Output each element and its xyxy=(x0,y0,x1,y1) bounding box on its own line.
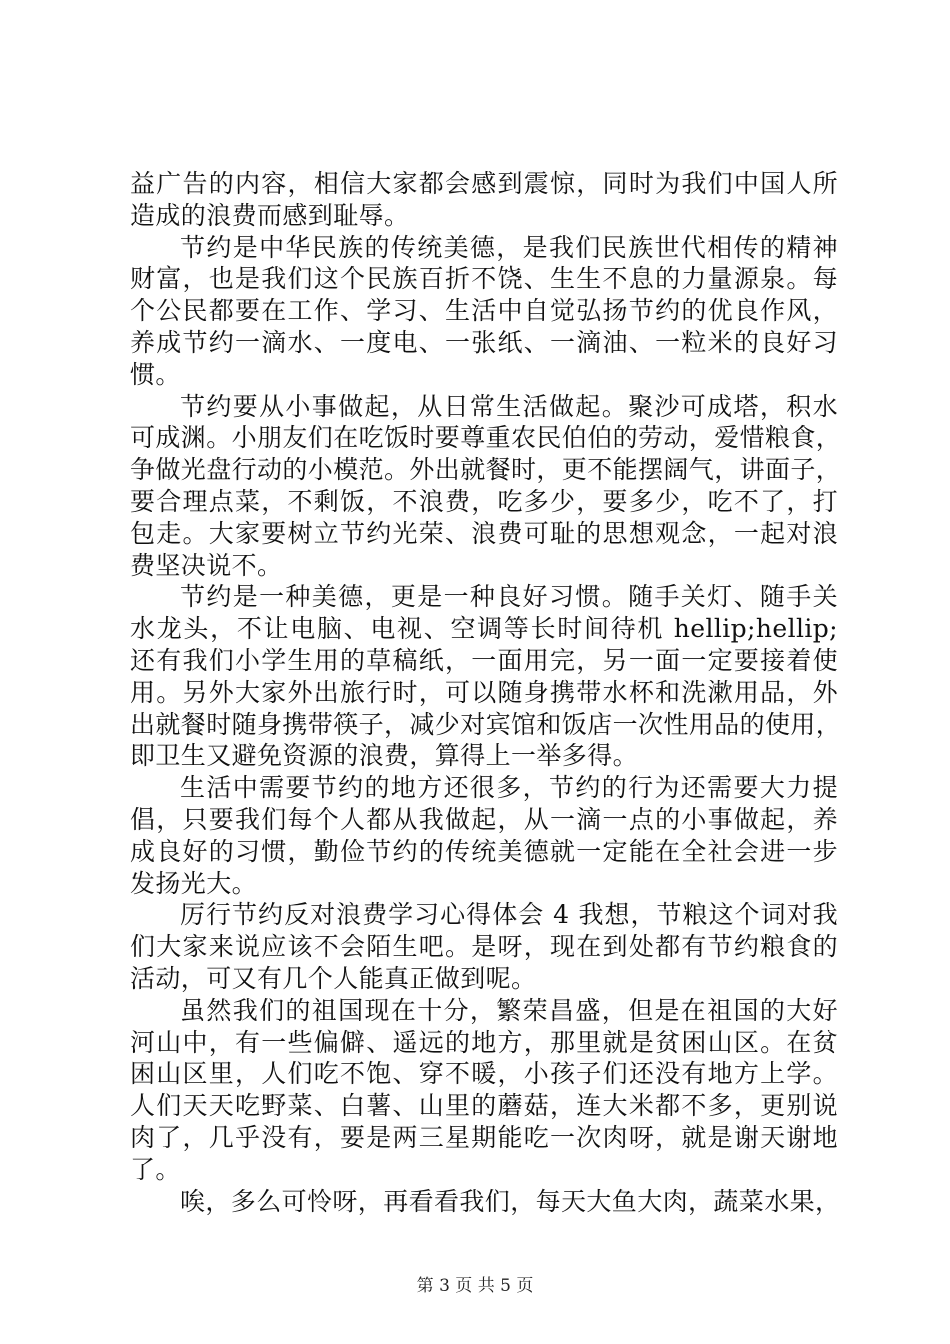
text-line: 个公民都要在工作、学习、生活中自觉弘扬节约的优良作风， xyxy=(130,296,838,326)
text-line: 用。另外大家外出旅行时，可以随身携带水杯和洗漱用品，外 xyxy=(130,677,838,707)
text-line: 发扬光大。 xyxy=(130,868,258,898)
text-line: 河山中，有一些偏僻、遥远的地方，那里就是贫困山区。在贫 xyxy=(130,1027,838,1057)
text-line: 唉，多么可怜呀，再看看我们，每天大鱼大肉，蔬菜水果， xyxy=(180,1186,841,1216)
text-line: 节约要从小事做起，从日常生活做起。聚沙可成塔，积水 xyxy=(180,391,838,421)
text-line: 们大家来说应该不会陌生吧。是呀，现在到处都有节约粮食的 xyxy=(130,932,838,962)
text-line: 益广告的内容，相信大家都会感到震惊，同时为我们中国人所 xyxy=(130,169,838,198)
text-line: 出就餐时随身携带筷子，减少对宾馆和饭店一次性用品的使用， xyxy=(130,709,842,739)
text-line: 包走。大家要树立节约光荣、浪费可耻的思想观念，一起对浪 xyxy=(130,518,838,548)
text-line: 要合理点菜，不剩饭，不浪费，吃多少，要多少，吃不了，打 xyxy=(130,486,838,516)
text-line: 倡，只要我们每个人都从我做起，从一滴一点的小事做起，养 xyxy=(130,804,838,834)
text-line: 节约是中华民族的传统美德，是我们民族世代相传的精神 xyxy=(180,232,838,262)
page-number: 第 3 页 共 5 页 xyxy=(416,1276,534,1296)
text-line: 肉了，几乎没有，要是两三星期能吃一次肉呀，就是谢天谢地 xyxy=(130,1122,838,1152)
text-line: 可成渊。小朋友们在吃饭时要尊重农民伯伯的劳动，爱惜粮食， xyxy=(130,423,842,453)
text-line: 还有我们小学生用的草稿纸，一面用完，另一面一定要接着使 xyxy=(130,645,838,675)
text-line: 即卫生又避免资源的浪费，算得上一举多得。 xyxy=(130,741,639,771)
text-line: 困山区里，人们吃不饱、穿不暖，小孩子们还没有地方上学。 xyxy=(130,1059,838,1089)
text-line: 厉行节约反对浪费学习心得体会 4 我想，节粮这个词对我 xyxy=(180,900,838,930)
text-line: 虽然我们的祖国现在十分，繁荣昌盛，但是在祖国的大好 xyxy=(180,995,838,1025)
text-line: 节约是一种美德，更是一种良好习惯。随手关灯、随手关 xyxy=(180,582,838,612)
text-line: 养成节约一滴水、一度电、一张纸、一滴油、一粒米的良好习 xyxy=(130,327,838,357)
text-line: 活动，可又有几个人能真正做到呢。 xyxy=(130,963,537,993)
text-line: 水龙头，不让电脑、电视、空调等长时间待机 hellip;hellip; xyxy=(130,614,838,644)
text-line: 财富，也是我们这个民族百折不饶、生生不息的力量源泉。每 xyxy=(130,264,838,294)
text-line: 了。 xyxy=(130,1154,181,1184)
text-line: 争做光盘行动的小模范。外出就餐时，更不能摆阔气，讲面子， xyxy=(130,455,842,485)
text-line: 人们天天吃野菜、白薯、山里的蘑菇，连大米都不多，更别说 xyxy=(130,1091,838,1121)
text-line: 生活中需要节约的地方还很多，节约的行为还需要大力提 xyxy=(180,773,838,803)
text-line: 造成的浪费而感到耻辱。 xyxy=(130,200,410,230)
text-line: 惯。 xyxy=(130,359,181,389)
document-body xyxy=(130,168,842,1217)
text-line: 成良好的习惯，勤俭节约的传统美德就一定能在全社会进一步 xyxy=(130,836,838,866)
page-footer xyxy=(0,1271,950,1296)
text-line: 费坚决说不。 xyxy=(130,550,283,580)
